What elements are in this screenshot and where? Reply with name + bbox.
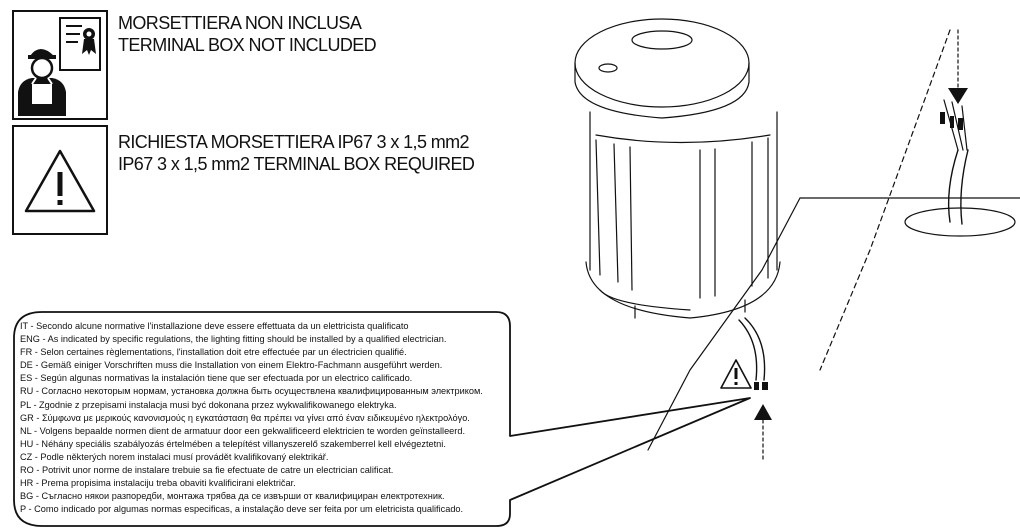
cable-warning-icon xyxy=(721,360,751,388)
lamp-bar-3 xyxy=(630,147,632,290)
ground-hole xyxy=(905,208,1015,236)
note-hu: HU - Néhány speciális szabályozás értelmében a telepítést villanyszerelő szakemberrel kell elvégeztetni. xyxy=(20,438,446,449)
note-de: DE - Gemäß einiger Vorschriften muss die Installation von einem Elektro-Fachmann ausgeführt werden. xyxy=(20,360,443,371)
notice-line-en: IP67 3 x 1,5 mm2 TERMINAL BOX REQUIRED xyxy=(118,154,475,174)
wire-sleeves xyxy=(754,112,963,390)
arrow-up-icon xyxy=(754,404,772,420)
note-nl: NL - Volgens bepaalde normen dient de armatuur door een gekwalificeerd elektricien te worden geïnstalleerd. xyxy=(20,425,466,436)
note-p: P - Como indicado por algumas normas especificas, a instalação deve ser feita por um eletricista qualificado. xyxy=(20,504,464,515)
note-fr: FR - Selon certaines règlementations, l'installation doit etre effectuée par un électricien qualifié. xyxy=(20,347,407,358)
lamp-bar-2 xyxy=(614,144,618,282)
lamp-bar-1 xyxy=(596,140,600,275)
ground-cable-a xyxy=(949,150,958,222)
note-cz: CZ - Podle některých norem instalaci musí provádět kvalifikovaný elektrikář. xyxy=(20,451,329,462)
note-bg: BG - Съгласно някои разпоредби, монтажа трябва да се извърши от квалифициран електротехник. xyxy=(20,491,445,502)
notice-line-it: MORSETTIERA NON INCLUSA xyxy=(118,13,362,33)
arrow-down-icon xyxy=(948,88,968,104)
axis-dash-line xyxy=(820,30,950,370)
note-pl: PL - Zgodnie z przepisami instalacja musi być dokonana przez wykwalifikowanego elektryka. xyxy=(20,399,397,410)
lamp-inner-top xyxy=(596,135,770,143)
installation-notes xyxy=(20,320,520,516)
notice-line-en: TERMINAL BOX NOT INCLUDED xyxy=(118,35,377,55)
note-hr: HR - Prema propisima instalaciju treba obaviti kvalificirani električar. xyxy=(20,478,296,489)
note-ru: RU - Согласно некоторым нормам, установка должна быть осуществлена квалифицированным электриком. xyxy=(20,386,483,397)
note-gr: GR - Σύμφωνα με μερικούς κανονισμούς η εγκατάσταση θα πρέπει να γίνει από έναν ειδικευμένο ηλεκτρολόγο. xyxy=(20,412,470,423)
lamp-cap-center xyxy=(632,31,692,49)
note-es: ES - Según algunas normativas la instalación tiene que ser efectuada por un electrico calificado. xyxy=(20,373,413,384)
lamp-cap-rim xyxy=(575,63,749,118)
ground-cable-b xyxy=(961,150,968,224)
note-eng: ENG - As indicated by specific regulations, the lighting fitting should be installed by a qualified electrician. xyxy=(20,334,447,345)
notice-line-it: RICHIESTA MORSETTIERA IP67 3 x 1,5 mm2 xyxy=(118,132,469,152)
lamp-cap-screw xyxy=(599,64,617,72)
note-ro: RO - Potrivit unor norme de instalare trebuie sa fie efectuate de catre un electrician calificat. xyxy=(20,465,394,476)
note-it: IT - Secondo alcune normative l'installazione deve essere effettuata da un elettricista qualificato xyxy=(20,321,409,331)
lamp-cap-top xyxy=(575,19,749,107)
